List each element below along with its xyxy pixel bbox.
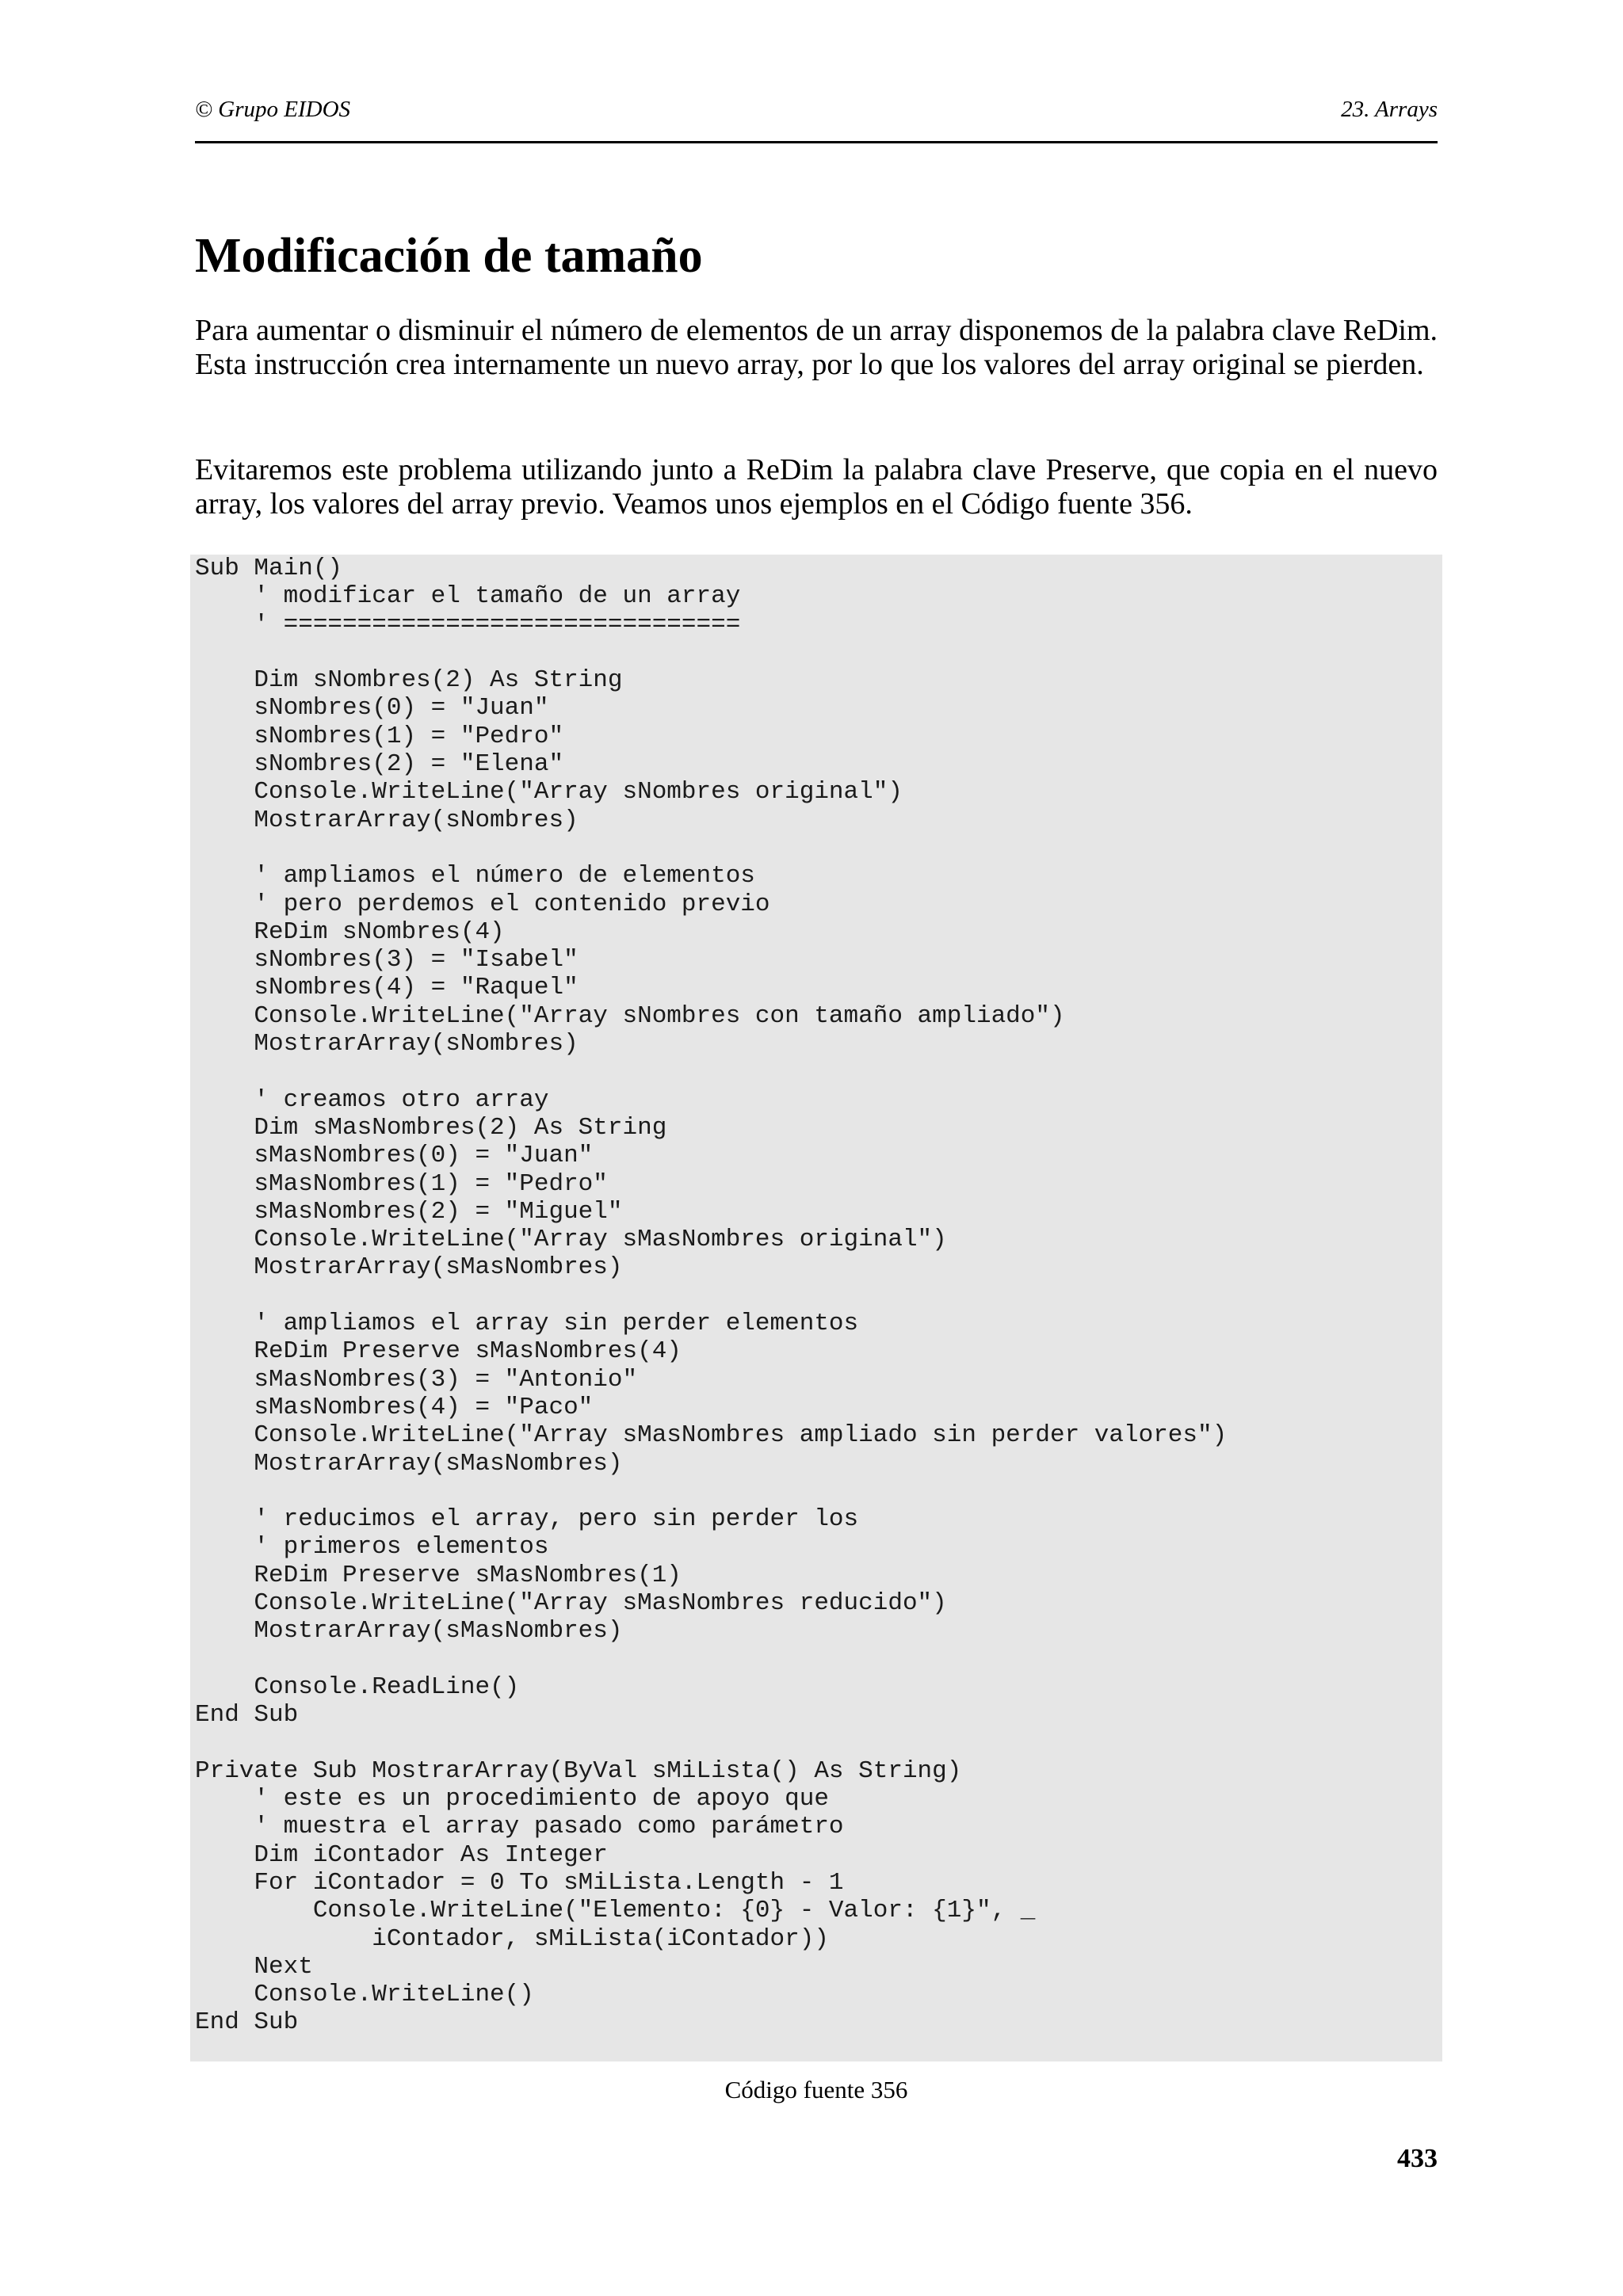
paragraph-redim: Para aumentar o disminuir el número de elementos de un array disponemos de la palabra clave ReDim. Esta instrucción crea internamente un nuevo array, por lo que los valores del array original se pierden. — [195, 314, 1438, 381]
code-listing — [190, 555, 1442, 2061]
paragraph-preserve: Evitaremos este problema utilizando junto a ReDim la palabra clave Preserve, que copia en el nuevo array, los valores del array previo. Veamos unos ejemplos en el Código fuente 356. — [195, 453, 1438, 521]
code-text: Sub Main() ' modificar el tamaño de un array ' =============================== Dim sNombres(2) As String sNombres(0) = "Juan" sNombres(1) = "Pedro" sNombres(2) = "Elena" Console.WriteLine("Array sNombres original") MostrarArray(sNombres) ' ampliamos el número de elementos ' pero perdemos el contenido previo ReDim sNombres(4) sNombres(3) = "Isabel" sNombres(4) = "Raquel" Console.WriteLine("Array sNombres con tamaño ampliado") MostrarArray(sNombres) ' creamos otro array Dim sMasNombres(2) As String sMasNombres(0) = "Juan" sMasNombres(1) = "Pedro" sMasNombres(2) = "Miguel" Console.WriteLine("Array sMasNombres original") MostrarArray(sMasNombres) ' ampliamos el array sin perder elementos ReDim Preserve sMasNombres(4) sMasNombres(3) = "Antonio" sMasNombres(4) = "Paco" Console.WriteLine("Array sMasNombres ampliado sin perder valores") MostrarArray(sMasNombres) ' reducimos el array, pero sin perder los ' primeros elementos ReDim Preserve sMasNombres(1) Console.WriteLine("Array sMasNombres reducido") MostrarArray(sMasNombres) Console.ReadLine() End Sub Private Sub MostrarArray(ByVal sMiLista() As String) ' este es un procedimiento de apoyo que ' muestra el array pasado como parámetro Dim iContador As Integer For iContador = 0 To sMiLista.Length - 1 Console.WriteLine("Elemento: {0} - Valor: {1}", _ iContador, sMiLista(iContador)) Next Console.WriteLine() End Sub — [195, 555, 1228, 2037]
section-title: Modificación de tamaño — [195, 229, 703, 283]
page-header — [195, 97, 1438, 143]
page-number: 433 — [1397, 2144, 1438, 2173]
header-chapter: 23. Arrays — [1341, 97, 1438, 122]
code-caption: Código fuente 356 — [724, 2076, 908, 2103]
header-publisher: © Grupo EIDOS — [195, 97, 351, 122]
